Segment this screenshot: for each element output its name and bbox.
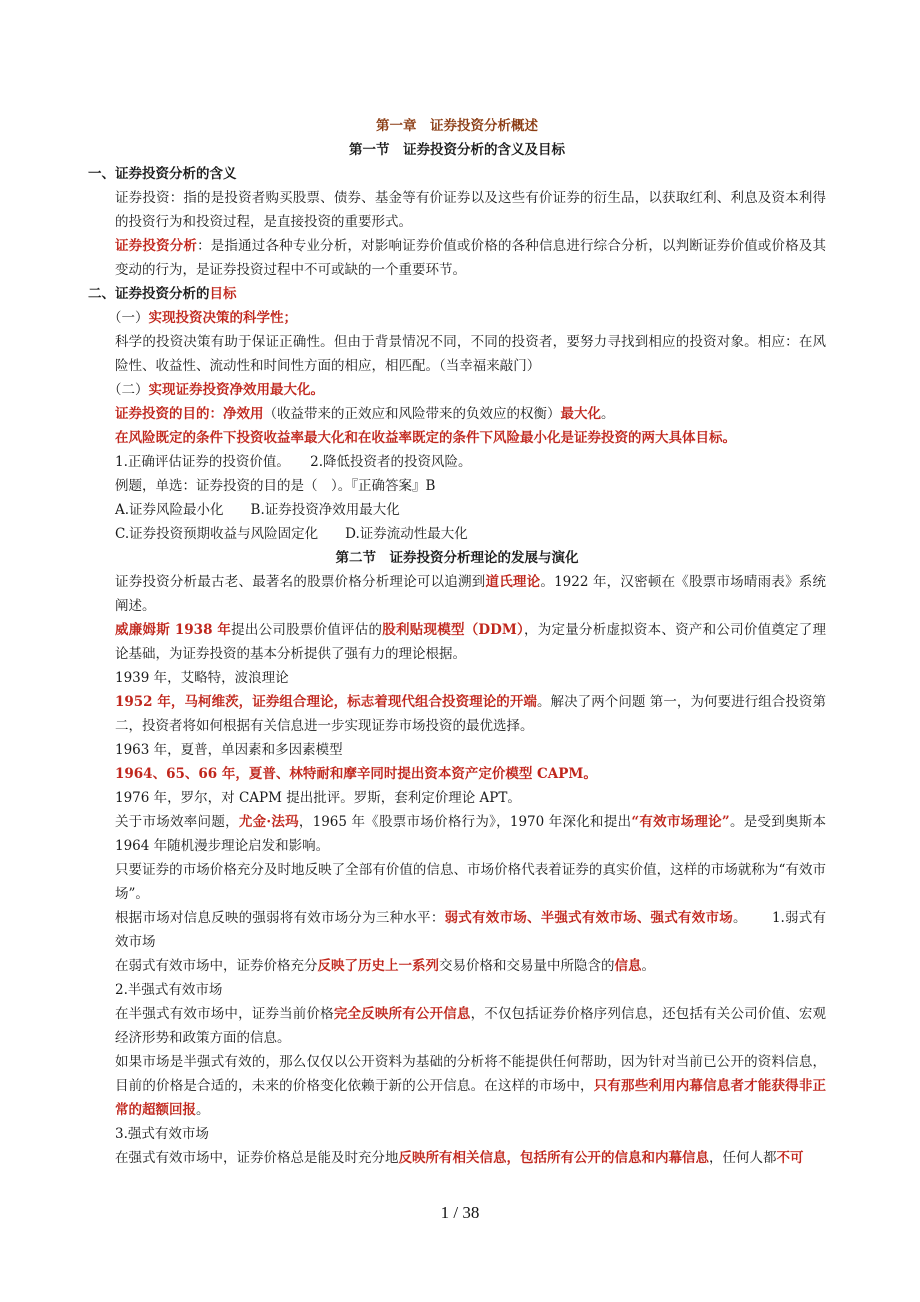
paragraph-capm: 1964、65、66 年，夏普、林特耐和摩辛同时提出资本资产定价模型 CAPM。 [115,766,597,782]
paragraph-sharpe: 1963 年，夏普，单因素和多因素模型 [115,742,343,758]
paragraph-goal-1: 科学的投资决策有助于保证正确性。但由于背景情况不同，不同的投资者，要努力寻找到相应的投资对象。相应：在风险性、收益性、流动性和时间性方面的相应，相匹配。（当幸福来敲门） [115,334,826,374]
paragraph-analysis-definition: 证券投资分析：是指通过各种专业分析，对影响证券价值或价格的各种信息进行综合分析，以判断证券价值或价格及其变动的行为，是证券投资过程中不可或缺的一个重要环节。 [115,238,827,278]
options-ab: A.证券风险最小化 B.证券投资净效用最大化 [115,502,400,518]
paragraph-ddm: 威廉姆斯 1938 年提出公司股票价值评估的股利贴现模型（DDM），为定量分析虚拟资本、资产和公司价值奠定了理论基础，为证券投资的基本分析提供了强有力的理论根据。 [115,622,827,662]
section-1-title: 第一节 证券投资分析的含义及目标 [349,142,565,158]
paragraph-efficient-market: 只要证券的市场价格充分及时地反映了全部有价值的信息、市场价格代表着证券的真实价值，这样的市场就称为“有效市场”。 [115,862,826,902]
goal-2-heading: （二）实现证券投资净效用最大化。 [108,382,324,398]
paragraph-weak-form: 在弱式有效市场中，证券价格充分反映了历史上一系列交易价格和交易量中所隐含的信息。 [115,958,655,974]
paragraph-elliott: 1939 年，艾略特，波浪理论 [115,670,289,686]
heading-goals: 二、证券投资分析的目标 [88,286,237,302]
example-question: 例题，单选：证券投资的目的是（ ）。『正确答案』B [115,478,436,494]
paragraph-markowitz: 1952 年，马柯维茨，证券组合理论，标志着现代组合投资理论的开端。解决了两个问题 第一，为何要进行组合投资第二，投资者将如何根据有关信息进一步实现证券市场投资的最优选择。 [115,694,826,734]
term-analysis: 证券投资分析 [115,238,198,254]
paragraph-fama: 关于市场效率问题，尤金·法玛，1965 年《股票市场价格行为》，1970 年深化和提出“有效市场理论”。是受到奥斯本 1964 年随机漫步理论启发和影响。 [115,814,827,854]
document-page [88,114,826,1170]
paragraph-dow-theory: 证券投资分析最古老、最著名的股票价格分析理论可以追溯到道氏理论。1922 年，汉密顿在《股票市场晴雨表》系统阐述。 [115,574,827,614]
paragraph-roll-ross: 1976 年，罗尔，对 CAPM 提出批评。罗斯，套利定价理论 APT。 [115,790,521,806]
section-2-title: 第二节 证券投资分析理论的发展与演化 [335,550,579,566]
paragraph-securities-investment: 证券投资：指的是投资者购买股票、债券、基金等有价证券以及这些有价证券的衍生品，以获取红利、利息及资本利得的投资行为和投资过程，是直接投资的重要形式。 [115,190,826,230]
heading-semi-strong: 2.半强式有效市场 [115,982,223,998]
paragraph-two-goals: 在风险既定的条件下投资收益率最大化和在收益率既定的条件下风险最小化是证券投资的两大具体目标。 [115,430,736,446]
paragraph-strong: 在强式有效市场中，证券价格总是能及时充分地反映所有相关信息，包括所有公开的信息和内幕信息，任何人都不可 [115,1150,804,1166]
list-goals: 1.正确评估证券的投资价值。 2.降低投资者的投资风险。 [115,454,472,470]
heading-meaning: 一、证券投资分析的含义 [88,166,237,182]
paragraph-purpose: 证券投资的目的：净效用（收益带来的正效应和风险带来的负效应的权衡）最大化。 [115,406,615,422]
paragraph-semi-strong-detail: 如果市场是半强式有效的，那么仅仅以公开资料为基础的分析将不能提供任何帮助，因为针对当前已公开的资料信息，目前的价格是合适的，未来的价格变化依赖于新的公开信息。在这样的市场中，只有那些利用内幕信息者才能获得非正常的超额回报。 [115,1054,827,1118]
paragraph-three-levels: 根据市场对信息反映的强弱将有效市场分为三种水平：弱式有效市场、半强式有效市场、强式有效市场。 1.弱式有效市场 [115,910,827,950]
paragraph-semi-strong: 在半强式有效市场中，证券当前价格完全反映所有公开信息，不仅包括证券价格序列信息，还包括有关公司价值、宏观经济形势和政策方面的信息。 [115,1006,827,1046]
chapter-title: 第一章 证券投资分析概述 [376,118,538,134]
page-number: 1 / 38 [440,1203,480,1222]
options-cd: C.证券投资预期收益与风险固定化 D.证券流动性最大化 [115,526,468,542]
heading-strong: 3.强式有效市场 [115,1126,209,1142]
goal-1-heading: （一）实现投资决策的科学性； [108,310,297,326]
